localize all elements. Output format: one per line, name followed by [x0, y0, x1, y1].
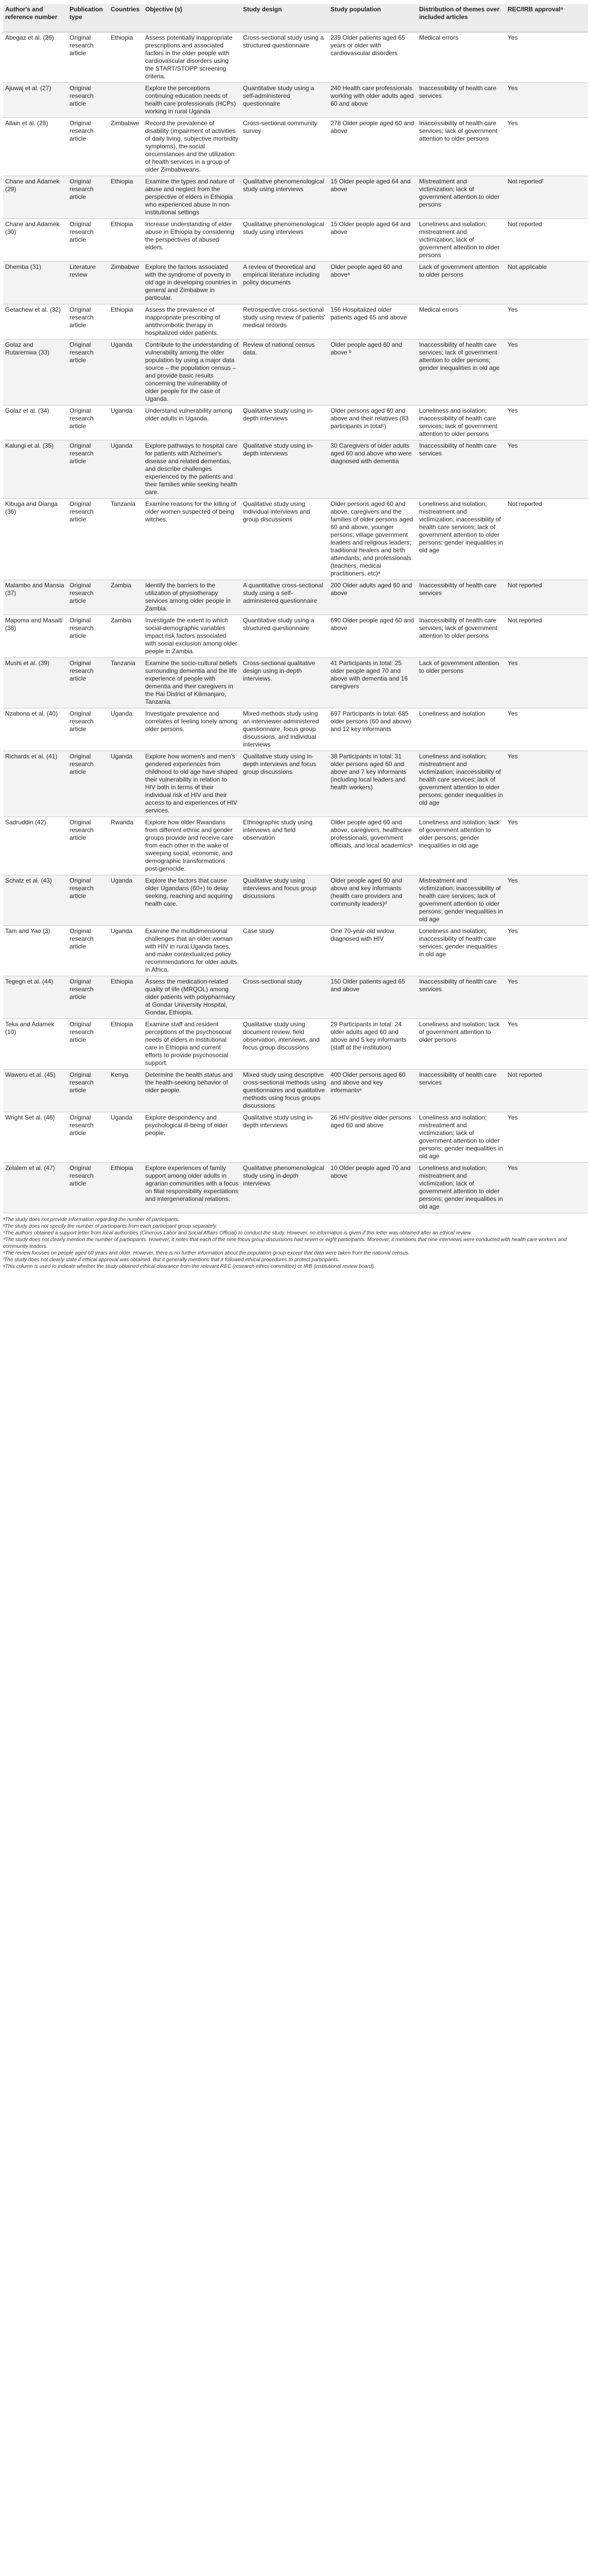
country-cell: Rwanda [109, 817, 143, 875]
study-population-cell: 10 Older people aged 70 and above [328, 1163, 417, 1213]
table-page [0, 0, 590, 1270]
objective-cell: Determine the health status and the health-seeking behavior of older people. [143, 1070, 241, 1112]
author-cell: Allain et al. (28) [3, 118, 67, 176]
rec-irb-cell: Yes [506, 926, 588, 976]
table-row [3, 875, 588, 926]
author-cell: Malambo and Mansia (37) [3, 580, 67, 615]
rec-irb-cell: Yes [506, 1163, 588, 1213]
study-design-cell: A quantitative cross-sectional study using a self-administered questionnaire [241, 580, 328, 615]
themes-cell: Loneliness and isolation; lack of government attention to older persons [417, 1019, 506, 1070]
author-cell: Tegegn et al. (44) [3, 976, 67, 1019]
study-population-cell: 690 Older people aged 60 and above [328, 615, 417, 658]
header-study-design: Study design [241, 4, 328, 32]
study-population-cell: 400 Older persons aged 60 and above and key informantsᵉ [328, 1070, 417, 1112]
objective-cell: Examine staff and resident perceptions of the psychosocial needs of elders in institutional care in Ethiopia and current efforts to provide psychosocial support. [143, 1019, 241, 1070]
author-cell: Dhemba (31) [3, 262, 67, 304]
country-cell: Uganda [109, 751, 143, 817]
footnote: ᵍThis column is used to indicate whether the study obtained ethical clearance from the relevant REC (research ethics committee) or IRB (institutional review board). [3, 1264, 375, 1269]
header-author: Author's and reference number [3, 4, 67, 32]
study-population-cell: One 70-year-old widow diagnosed with HIV [328, 926, 417, 976]
table-row [3, 751, 588, 817]
author-cell: Golaz and Rutaremwa (33) [3, 340, 67, 405]
study-design-cell: Review of national census data. [241, 340, 328, 405]
objective-cell: Contribute to the understanding of vulnerability among the older population by using a major data source – the population census – and provide basic results concerning the vulnerability of older people for the case of Uganda. [143, 340, 241, 405]
study-design-cell: Qualitative study using individual interviews and group discussions [241, 499, 328, 580]
country-cell: Ethiopia [109, 176, 143, 219]
rec-irb-cell: Not reported [506, 499, 588, 580]
country-cell [109, 83, 143, 118]
themes-cell: Inaccessibility of health care services; lack of government attention to older persons; gender inequalities in old age [417, 340, 506, 405]
rec-irb-cell: Yes [506, 405, 588, 440]
footnotes [3, 1216, 588, 1270]
publication-type-cell: Original research article [67, 751, 109, 817]
author-cell: Zelalem et al. (47) [3, 1163, 67, 1213]
author-cell: Chane and Adamek (30) [3, 219, 67, 262]
country-cell: Zimbabwe [109, 118, 143, 176]
study-population-cell: 697 Participants in total: 685 older persons (60 and above) and 12 key informants [328, 708, 417, 751]
table-row [3, 817, 588, 875]
table-row [3, 32, 588, 83]
objective-cell: Assess the medication-related quality of life (MRQOL) among older patients with polypharmacy at Gondar University Hospital, Gondar, Ethiopia. [143, 976, 241, 1019]
themes-cell: Mistreatment and victimization; lack of government attention to older persons [417, 176, 506, 219]
study-population-cell: Older people aged 60 and above ᵇ [328, 340, 417, 405]
table-header [3, 4, 588, 32]
publication-type-cell: Original research article [67, 1019, 109, 1070]
study-design-cell: Qualitative study using in-depth interviews [241, 440, 328, 499]
table-row [3, 658, 588, 708]
header-themes: Distribution of themes over included articles [417, 4, 506, 32]
rec-irb-cell: Yes [506, 751, 588, 817]
publication-type-cell: Original research article [67, 499, 109, 580]
author-cell: Mapoma and Masaiti (38) [3, 615, 67, 658]
study-design-cell: Cross-sectional community survey [241, 118, 328, 176]
publication-type-cell: Original research article [67, 580, 109, 615]
author-cell: Nzabona et al. (40) [3, 708, 67, 751]
table-row [3, 499, 588, 580]
table-row [3, 580, 588, 615]
themes-cell: Loneliness and isolation; mistreatment and victimization; inaccessibility of health care services; lack of government attention to older persons; gender inequalities in old age [417, 751, 506, 817]
themes-cell: Inaccessibility of health care services [417, 1070, 506, 1112]
rec-irb-cell: Yes [506, 1112, 588, 1163]
country-cell: Uganda [109, 405, 143, 440]
study-design-cell: Qualitative study using in-depth interviews [241, 405, 328, 440]
header-countries: Countries [109, 4, 143, 32]
country-cell: Tanzania [109, 658, 143, 708]
objective-cell: Identify the barriers to the utilization of physiotherapy services among older people in Zambia. [143, 580, 241, 615]
study-population-cell: Older people aged 60 and above, caregivers, healthcare professionals, government officials, and local academicsᵃ [328, 817, 417, 875]
publication-type-cell: Literature review [67, 262, 109, 304]
publication-type-cell: Original research article [67, 304, 109, 340]
themes-cell: Inaccessibility of health care services [417, 83, 506, 118]
themes-cell: Lack of government attention to older persons [417, 262, 506, 304]
publication-type-cell: Original research article [67, 340, 109, 405]
country-cell: Ethiopia [109, 304, 143, 340]
table-row [3, 1112, 588, 1163]
author-cell: Ajuwaj et al. (27) [3, 83, 67, 118]
literature-table [3, 4, 588, 1213]
country-cell: Uganda [109, 875, 143, 926]
themes-cell: Medical errors [417, 32, 506, 83]
themes-cell: Inaccessibility of health care services [417, 440, 506, 499]
country-cell: Ethiopia [109, 1163, 143, 1213]
country-cell: Ethiopia [109, 1019, 143, 1070]
table-row [3, 976, 588, 1019]
study-design-cell: Mixed study using descriptive cross-sectional methods using questionnaires and qualitative methods using focus groups discussions [241, 1070, 328, 1112]
study-design-cell: Qualitative study using in-depth interviews [241, 1112, 328, 1163]
author-cell: Kibuga and Dianga (36) [3, 499, 67, 580]
themes-cell: Loneliness and isolation; inaccessibility of health care services; gender inequalities in old age [417, 926, 506, 976]
study-design-cell: Retrospective cross-sectional study using review of patients' medical records [241, 304, 328, 340]
objective-cell: Explore the perceptions continuing education needs of health care professionals (HCPs) working in rural Uganda [143, 83, 241, 118]
rec-irb-cell: Not reportedᶠ [506, 176, 588, 219]
country-cell: Zambia [109, 580, 143, 615]
table-row [3, 176, 588, 219]
table-row [3, 304, 588, 340]
themes-cell: Loneliness and isolation; mistreatment and victimization; lack of government attention to older persons [417, 219, 506, 262]
country-cell: Kenya [109, 1070, 143, 1112]
publication-type-cell: Original research article [67, 817, 109, 875]
rec-irb-cell: Yes [506, 875, 588, 926]
study-design-cell: Qualitative study using in-depth interviews and focus group discussions [241, 751, 328, 817]
study-population-cell: 29 Participants in total: 24 older adults aged 60 and above and 5 key informants (staff at the institution) [328, 1019, 417, 1070]
rec-irb-cell: Yes [506, 32, 588, 83]
study-design-cell: Quantitative study using a self-administered questionnaire [241, 83, 328, 118]
objective-cell: Assess the prevalence of inappropriate prescribing of antithrombotic therapy in hospitalized older patients. [143, 304, 241, 340]
table-row [3, 1070, 588, 1112]
publication-type-cell: Original research article [67, 615, 109, 658]
publication-type-cell: Original research article [67, 926, 109, 976]
themes-cell: Inaccessibility of health care services; lack of government attention to older persons [417, 615, 506, 658]
header-publication-type: Publication type [67, 4, 109, 32]
study-population-cell: Older people aged 60 and above and key informants (health care providers and community leaders)ᵈ [328, 875, 417, 926]
country-cell: Uganda [109, 1112, 143, 1163]
table-row [3, 708, 588, 751]
study-design-cell: Case study [241, 926, 328, 976]
table-row [3, 340, 588, 405]
publication-type-cell: Original research article [67, 405, 109, 440]
rec-irb-cell: Yes [506, 83, 588, 118]
publication-type-cell: Original research article [67, 440, 109, 499]
table-row [3, 262, 588, 304]
header-objectives: Objective (s) [143, 4, 241, 32]
rec-irb-cell: Yes [506, 440, 588, 499]
study-design-cell: Qualitative study using document review, field observation, interviews, and focus group discussions [241, 1019, 328, 1070]
country-cell: Zimbabwe [109, 262, 143, 304]
publication-type-cell: Original research article [67, 32, 109, 83]
country-cell: Uganda [109, 708, 143, 751]
study-population-cell: Older persons aged 60 and above, caregivers and the families of older persons aged 60 and above, younger persons; village government leaders and religious leaders; traditional healers and birth attendants; and professionals (teachers, medical practitioners, etc)ᵃ [328, 499, 417, 580]
footnote: ᵈThe study does not clearly mention the number of participants. However, it notes that each of the nine focus group discussions had seven or eight participants. Moreover, it mentions that nine interviews were conducted with health care workers and community leaders. [3, 1237, 567, 1249]
themes-cell: Loneliness and isolation; mistreatment and victimization; inaccessibility of health care services; lack of government attention to older persons; gender inequalities in old age [417, 499, 506, 580]
rec-irb-cell: Not reported [506, 1070, 588, 1112]
study-design-cell: Cross-sectional study [241, 976, 328, 1019]
study-population-cell: 239 Older patients aged 65 years or older with cardiovascular disorders [328, 32, 417, 83]
rec-irb-cell: Yes [506, 304, 588, 340]
table-row [3, 219, 588, 262]
study-design-cell: Qualitative phenomenological study using in-depth interviews [241, 1163, 328, 1213]
author-cell: Chane and Adamek (29) [3, 176, 67, 219]
study-population-cell: 240 Health care professionals working with older adults aged 60 and above [328, 83, 417, 118]
objective-cell: Record the prevalence of disability (impairment of activities of daily living, subjective morbidity symptoms), the social circumstances and the utilization of health services in a group of older Zimbabweans. [143, 118, 241, 176]
author-cell: Waweru et al. (45) [3, 1070, 67, 1112]
rec-irb-cell: Yes [506, 817, 588, 875]
study-population-cell: 41 Participants in total: 25 older people aged 70 and above with dementia and 16 caregivers [328, 658, 417, 708]
study-population-cell: 26 HIV-positive older persons aged 60 and above [328, 1112, 417, 1163]
table-row [3, 405, 588, 440]
country-cell: Tanzania [109, 499, 143, 580]
themes-cell: Inaccessibility of health care services [417, 580, 506, 615]
objective-cell: Explore how women's and men's gendered experiences from childhood to old age have shaped their vulnerability in relation to HIV both in terms of their individual risk of HIV and their access to and experiences of HIV services. [143, 751, 241, 817]
objective-cell: Examine reasons for the killing of older women suspected of being witches. [143, 499, 241, 580]
header-rec-irb: REC/IRB approval⁹ [506, 4, 588, 32]
study-design-cell: Quantitative study using a structured questionnaire [241, 615, 328, 658]
rec-irb-cell: Not reported [506, 219, 588, 262]
header-row [3, 4, 588, 32]
study-population-cell: 150 Older patients aged 65 and above [328, 976, 417, 1019]
publication-type-cell: Original research article [67, 83, 109, 118]
country-cell: Uganda [109, 926, 143, 976]
table-body [3, 32, 588, 1213]
footnote: ᶜThe authors obtained a support letter from local authorities (Cinerous Labor and Social Affairs Official) to conduct the study. However, no information is given if this letter was obtained after an ethical review. [3, 1230, 472, 1236]
study-population-cell: 156 Hospitalized older patients aged 65 and above [328, 304, 417, 340]
author-cell: Getachew et al. (32) [3, 304, 67, 340]
objective-cell: Examine the multidimensional challenges that an older woman with HIV in rural Uganda faces, and make contextualized policy recommendations for older adults in Africa. [143, 926, 241, 976]
rec-irb-cell: Yes [506, 658, 588, 708]
author-cell: Schatz et al. (43) [3, 875, 67, 926]
publication-type-cell: Original research article [67, 976, 109, 1019]
country-cell: Zambia [109, 615, 143, 658]
author-cell: Sadruddin (42) [3, 817, 67, 875]
study-population-cell: 30 Caregivers of older adults aged 60 and above who were diagnosed with dementia [328, 440, 417, 499]
objective-cell: Explore despondency and psychological ill-being of older people. [143, 1112, 241, 1163]
publication-type-cell: Original research article [67, 176, 109, 219]
themes-cell: Inaccessibility of health care services; lack of government attention to older persons [417, 118, 506, 176]
study-population-cell: 15 Older people aged 64 and above [328, 219, 417, 262]
objective-cell: Explore the factors that cause older Ugandans (60+) to delay seeking, reaching and acquiring health care. [143, 875, 241, 926]
study-design-cell: Cross-sectional study using a structured questionnaire [241, 32, 328, 83]
table-row [3, 440, 588, 499]
themes-cell: Loneliness and isolation; mistreatment and victimization; lack of government attention to older persons; gender inequalities in old age [417, 1112, 506, 1163]
themes-cell: Loneliness and isolation; lack of government attention to older persons; gender inequalities in old age [417, 817, 506, 875]
rec-irb-cell: Not reported [506, 615, 588, 658]
author-cell: Abegaz et al. (26) [3, 32, 67, 83]
author-cell: Golaz et al. (34) [3, 405, 67, 440]
objective-cell: Examine the types and nature of abuse and neglect from the perspective of elders in Ethiopia who experienced abuse in non-institutional settings [143, 176, 241, 219]
header-study-population: Study population [328, 4, 417, 32]
country-cell: Ethiopia [109, 32, 143, 83]
study-design-cell: Cross-sectional qualitative design using in-depth interviews. [241, 658, 328, 708]
rec-irb-cell: Yes [506, 340, 588, 405]
objective-cell: Investigate the extent to which social-demographic variables impact risk factors associated with social exclusion among older people in Zambia. [143, 615, 241, 658]
rec-irb-cell: Yes [506, 118, 588, 176]
rec-irb-cell: Not reported [506, 580, 588, 615]
study-design-cell: Ethnographic study using interviews and field observation [241, 817, 328, 875]
rec-irb-cell: Yes [506, 1019, 588, 1070]
table-row [3, 615, 588, 658]
country-cell: Uganda [109, 440, 143, 499]
publication-type-cell: Original research article [67, 708, 109, 751]
footnote: ᵃThe study does not provide information regarding the number of participants. [3, 1217, 180, 1223]
objective-cell: Increase understanding of elder abuse in Ethiopia by considering the perspectives of abused elders. [143, 219, 241, 262]
publication-type-cell: Original research article [67, 1163, 109, 1213]
author-cell: Tam and Yao (3) [3, 926, 67, 976]
objective-cell: Investigate prevalence and correlates of feeling lonely among older persons. [143, 708, 241, 751]
footnote: ᵇThe study does not specify the number of participants from each participant group separately. [3, 1224, 217, 1229]
footnote: ᵉThe review focuses on people aged 60 years and older. However, there is no further information about the population group except that data were taken from the national census. [3, 1250, 410, 1256]
table-row [3, 1019, 588, 1070]
study-population-cell: 15 Older people aged 64 and above [328, 176, 417, 219]
study-population-cell: 278 Older people aged 60 and above [328, 118, 417, 176]
publication-type-cell: Original research article [67, 1112, 109, 1163]
table-row [3, 1163, 588, 1213]
objective-cell: Understand vulnerability among older adults in Uganda. [143, 405, 241, 440]
publication-type-cell: Original research article [67, 1070, 109, 1112]
objective-cell: Explore the factors associated with the syndrome of poverty in old age in developing countries in general and Zimbabwe in particular. [143, 262, 241, 304]
author-cell: Mushi et al. (39) [3, 658, 67, 708]
rec-irb-cell: Yes [506, 976, 588, 1019]
country-cell: Ethiopia [109, 219, 143, 262]
table-row [3, 118, 588, 176]
footnote: ᶠThe study does not clearly state if ethical approval was obtained. But it generally mentions that it followed ethical procedures to protect participants. [3, 1257, 339, 1263]
objective-cell: Examine the socio-cultural beliefs surrounding dementia and the life experience of people with dementia and their caregivers in the Hai District of Kilimanjaro, Tanzania. [143, 658, 241, 708]
table-row [3, 83, 588, 118]
study-design-cell: A review of theoretical and empirical literature including policy documents [241, 262, 328, 304]
study-population-cell: 200 Older adults aged 60 and above [328, 580, 417, 615]
themes-cell: Medical errors [417, 304, 506, 340]
study-population-cell: Older people aged 60 and aboveᵃ [328, 262, 417, 304]
themes-cell: Inaccessibility of health care services [417, 976, 506, 1019]
table-row [3, 926, 588, 976]
rec-irb-cell: Not applicable [506, 262, 588, 304]
themes-cell: Loneliness and isolation; inaccessibility of health care services; lack of government attention to older persons [417, 405, 506, 440]
country-cell: Uganda [109, 340, 143, 405]
publication-type-cell: Original research article [67, 219, 109, 262]
publication-type-cell: Original research article [67, 875, 109, 926]
country-cell: Ethiopia [109, 976, 143, 1019]
author-cell: Wright Set al. (46) [3, 1112, 67, 1163]
themes-cell: Loneliness and isolation [417, 708, 506, 751]
author-cell: Richards et al. (41) [3, 751, 67, 817]
rec-irb-cell: Yes [506, 708, 588, 751]
study-design-cell: Mixed methods study using an interviewer-administered questionnaire, focus group discussions, and individual interviews [241, 708, 328, 751]
study-population-cell: Older persons aged 60 and above and their relatives (83 participants in totalᶜ) [328, 405, 417, 440]
study-population-cell: 38 Participants in total: 31 older persons aged 60 and above and 7 key informants (including local leaders and health workers) [328, 751, 417, 817]
objective-cell: Assess potentially inappropriate prescriptions and associated factors in the older people with cardiovascular disorders using the START/STOPP screening criteria. [143, 32, 241, 83]
themes-cell: Loneliness and isolation; mistreatment and victimization; lack of government attention to older persons; gender inequalities in old age [417, 1163, 506, 1213]
publication-type-cell: Original research article [67, 118, 109, 176]
study-design-cell: Qualitative study using interviews and focus group discussions [241, 875, 328, 926]
study-design-cell: Qualitative phenomenological study using interviews [241, 219, 328, 262]
objective-cell: Explore pathways to hospital care for patients with Alzheimer's disease and related dementias, and describe challenges experienced by the patients and their families while seeking health care. [143, 440, 241, 499]
study-design-cell: Qualitative phenomenological study using interviews [241, 176, 328, 219]
themes-cell: Lack of government attention to older persons [417, 658, 506, 708]
author-cell: Kalungi et al. (35) [3, 440, 67, 499]
publication-type-cell: Original research article [67, 658, 109, 708]
objective-cell: Explore how older Rwandans from different ethnic and gender groups provide and receive care from each other in the wake of sweeping social, economic, and demographic transformations post-genocide. [143, 817, 241, 875]
author-cell: Teka and Adamek (10) [3, 1019, 67, 1070]
themes-cell: Mistreatment and victimization; inaccessibility of health care services; lack of government attention to older persons; gender inequalities in old age [417, 875, 506, 926]
objective-cell: Explore experiences of family support among older adults in agrarian communities with a focus on filial responsibility expectations and intergenerational relations. [143, 1163, 241, 1213]
